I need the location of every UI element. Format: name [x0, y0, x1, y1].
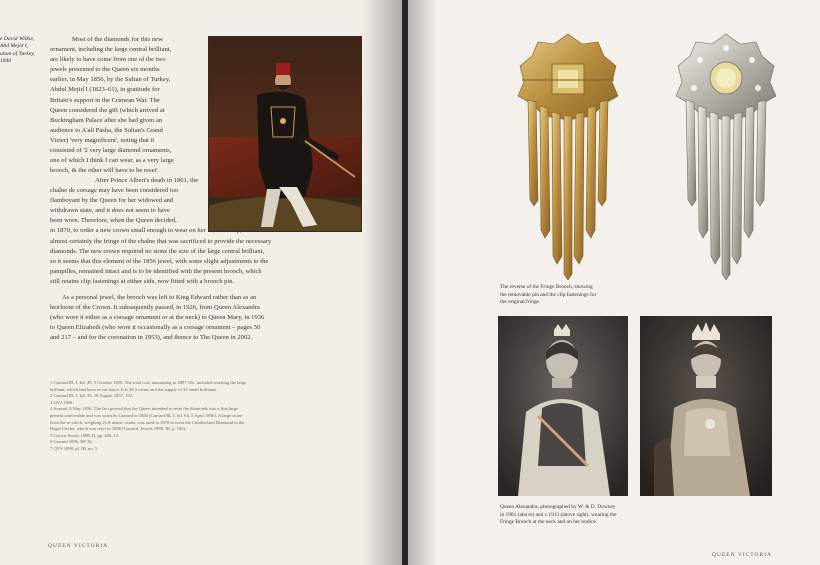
p1-line: Vizier) 'very magnificent', noting that it	[50, 136, 155, 144]
p3-line: heirloom of the Crown. It subsequently passed, in 1926, from Queen Alexandra	[50, 304, 260, 312]
gutter-shadow-left	[362, 0, 402, 565]
footnote-line: brilliant, which had been re-cut twice. It is 28.5 carats and the supply of 32 small brilliants.	[50, 386, 218, 392]
paragraph-1	[50, 35, 202, 176]
p2-line: been worn. Therefore, when the Queen decided,	[50, 217, 177, 225]
p1-line: Britain's support in the Crimean War. The	[50, 96, 160, 104]
brooch-caption	[500, 284, 596, 307]
running-footer-left: QUEEN VICTORIA	[48, 543, 109, 549]
paragraph-3	[50, 293, 305, 343]
p1-line: are likely to have come from one of the two	[50, 56, 166, 64]
p2-line: After Prince Albert's death in 1861, the	[95, 177, 199, 184]
brooch-front-image	[666, 30, 786, 280]
p2-line: diamonds. The new crown required no stone the size of the large central brilliant,	[50, 247, 265, 255]
p1-line: one of which I think I can wear, as a very large	[50, 157, 174, 165]
footnote-line: 2 Garrard RL I, fol. 33, 18 August 1857, 192.	[50, 393, 134, 399]
footnotes	[50, 380, 290, 453]
p2-line: chaîne de corsage may have been considered too	[50, 187, 179, 195]
photo-caption-line: Queen Alexandra, photographed by W. & D. Downey	[500, 504, 616, 510]
footnote-line: 4 Journal, 8 May 1856. The fact proved that the Queen intended to reset the diamonds into a fine large	[50, 406, 238, 412]
footnote-line: 6 Garrard 1896, RF 36.	[50, 439, 93, 445]
footnote-line: present convertible and was worn by Garrard in 1856 (Garrard RL I, fol. 64, 5 April 1856). A large stone	[50, 412, 242, 418]
p2-line: still retains clip fastenings at either side, now fitted with a brooch pin.	[50, 277, 235, 285]
gutter-shadow-right	[408, 0, 438, 565]
p3-line: to Queen Elizabeth (who wore it occasionally as a corsage ornament – pages 50	[50, 324, 261, 332]
p1-line: Queen considered the gift (which arrived at	[50, 106, 165, 114]
running-footer-right: QUEEN VICTORIA	[711, 552, 772, 558]
p2-line: pampilles, remained intact and is to be identified with the present brooch, which	[50, 267, 262, 275]
queen-alexandra-photo-1901	[498, 316, 628, 496]
p1-line: brooch, & the other will have to be reset'.	[50, 167, 160, 175]
p1-line: audience to A'ali Pasha, the Sultan's Grand	[50, 126, 163, 134]
p2-line: flamboyant by the Queen for her widowed and	[50, 197, 174, 205]
p3-line: As a personal jewel, the brooch was left to King Edward rather than as an	[62, 294, 257, 301]
p3-line: (who wore it either as a corsage ornament or at the neck) to Queen Mary, in 1936	[50, 314, 265, 322]
p1-line: earlier, in May 1856, by the Sultan of Turkey,	[50, 76, 171, 84]
p1-line: jewels presented to the Queen six months	[50, 66, 160, 74]
right-page	[408, 0, 820, 565]
footnote-line: 5 Crown Jewels 1898, II, pp. 486–12.	[50, 432, 120, 438]
photo-caption-line: Fringe Brooch at the neck and on her bodice.	[500, 519, 598, 526]
side-caption: e David Wilkie, Abd Mejid I, ultan of Turkey, 1840	[0, 36, 35, 65]
queen-alexandra-1901-image	[498, 316, 628, 496]
p1-line: ornament, including the large central brilliant,	[50, 46, 172, 54]
p3-line: and 217 – and for the coronation in 1953), and thence to The Queen in 2002.	[50, 334, 253, 342]
brooch-caption-line: the original fringe.	[500, 299, 541, 306]
queen-alexandra-photo-1913	[640, 316, 772, 496]
left-page	[0, 0, 402, 565]
paragraph-2	[50, 176, 305, 287]
queen-alexandra-1913-image	[640, 316, 772, 496]
footnote-line: 1 Garrard RL I, fol. 49, 5 October 1856. The total cost, amounting to £897 10s, included resetting the large	[50, 380, 247, 385]
footnote-line: 7 QVS 1898, pl. III, no. 5.	[50, 445, 99, 451]
p1-line: consisted of '2 very large diamond ornaments,	[50, 147, 172, 155]
photo-caption	[500, 504, 616, 527]
p1-line: Buckingham Palace after she had given an	[50, 116, 163, 124]
p2-line: so it seems that this element of the 1856 jewel, with some slight adjustments to the	[50, 257, 269, 265]
footnote-line: Regal Circlet, which was reset in 1896 (Garrard, Jewels 1898, III, p. 186).	[50, 426, 187, 432]
footnote-line: from the re-stitch, weighing 21.8 metric carats, was used in 1870 to form the Cumberland Diamond in the	[50, 419, 245, 425]
footnote-line: 3 QVJ 1856.	[50, 399, 74, 405]
p2-line: in 1870, to order a new crown small enough to wear on her widow's cap, it was	[50, 227, 259, 235]
brooch-caption-line: The reverse of the Fringe Brooch, showing	[500, 284, 593, 290]
photo-caption-line: in 1901 (above) and c.1913 (above right), wearing the	[500, 511, 617, 518]
p1-line: Abdul Mejid I (1823–61), in gratitude for	[50, 86, 160, 94]
p2-line: withdrawn state, and it does not seem to have	[50, 207, 170, 215]
brooch-reverse-image	[508, 30, 628, 280]
p2-line: almost certainly the fringe of the chaîne that was sacrificed to provide the necessary	[50, 237, 272, 245]
p1-line: Most of the diamonds for this new	[72, 36, 163, 43]
brooch-caption-line: the removable pin and the clip fastenings for	[500, 291, 597, 298]
